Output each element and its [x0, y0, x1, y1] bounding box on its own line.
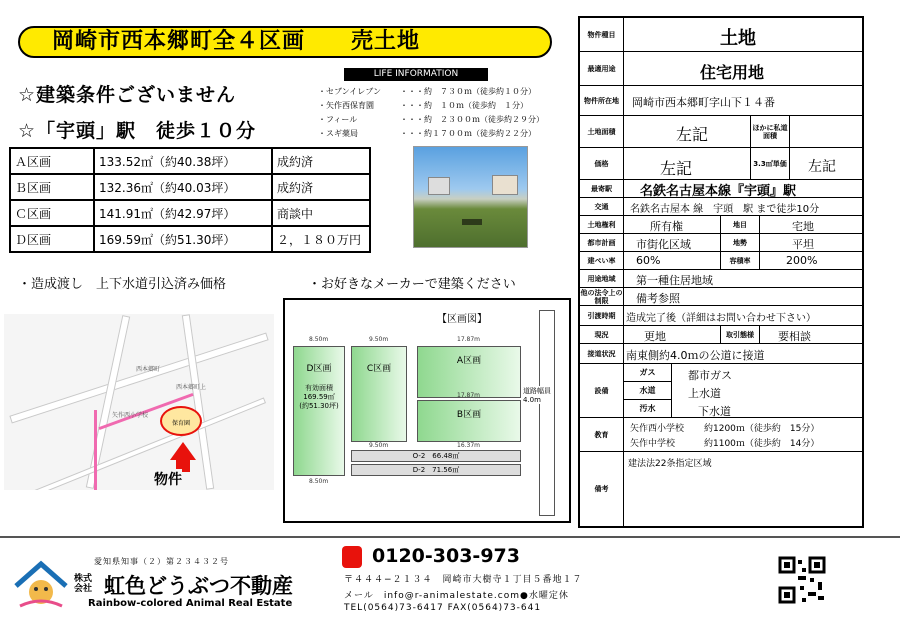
dim-label: 8.50m: [309, 478, 329, 485]
info-row-station: 最寄駅 名鉄名古屋本線『宇頭』駅: [580, 180, 862, 198]
dim-label: 9.50m: [369, 336, 389, 343]
info-row-price: 価格 左記 3.3㎡単価 左記: [580, 148, 862, 180]
lot-d2: D-2 71.56㎡: [351, 464, 521, 476]
lot-b: B区画: [417, 400, 521, 442]
tel-fax: TEL(0564)73-6417 FAX(0564)73-641: [344, 603, 542, 613]
dim-label: 16.37m: [457, 442, 481, 449]
license-number: 愛知県知事（２）第２３４３２号: [94, 557, 229, 566]
info-row-area: 土地面積 左記 ほかに私道面積: [580, 116, 862, 148]
house-logo-icon: [12, 560, 70, 610]
lot-plan: [283, 298, 571, 523]
dim-label: 8.50m: [309, 336, 329, 343]
road-strip: [539, 310, 555, 516]
property-label: 物件: [154, 469, 182, 489]
life-item: ・スギ薬局 ・・・約１７００ｍ（徒歩約２２分）: [318, 129, 536, 138]
info-row-address: 物件所在地 岡崎市西本郷町字山下１４番: [580, 86, 862, 116]
table-row: Ａ区画 133.52㎡（約40.38坪） 成約済: [10, 148, 370, 174]
info-row-city: 都市計画 市街化区域 地勢 平坦: [580, 234, 862, 252]
info-row-type: 物件種目 土地: [580, 18, 862, 52]
dim-label: 17.87m: [457, 336, 481, 343]
road-width-label: 道路幅員 4.0m: [523, 387, 551, 404]
info-row-traffic: 交通 名鉄名古屋本 線 宇頭 駅 まで徒歩10分: [580, 198, 862, 216]
info-row-zone: 用途地域 第一種住居地域: [580, 270, 862, 288]
note-utilities: ・造成渡し 上下水道引込済み価格: [18, 277, 227, 292]
life-info-header: LIFE INFORMATION: [344, 68, 488, 81]
table-row: Ｃ区画 141.91㎡（約42.97坪） 商談中: [10, 200, 370, 226]
phone-icon: [342, 546, 362, 568]
map-school-label: 矢作西小学校: [112, 412, 149, 419]
page-title: 岡崎市西本郷町全４区画 売土地: [18, 26, 552, 58]
lot-d: D区画 有効面積 169.59㎡ (約51.30坪): [293, 346, 345, 476]
life-item: ・矢作西保育園 ・・・約 １０ｍ（徒歩約 １分）: [318, 101, 528, 110]
lot-c: C区画: [351, 346, 407, 442]
address: 〒４４４−２１３４ 岡崎市大樹寺１丁目５番地１７: [344, 575, 583, 585]
info-row-other: 他の法令上の制限 備考参照: [580, 288, 862, 306]
lot-o2: O-2 66.48㎡: [351, 450, 521, 462]
info-row-school: 教育 矢作西小学校 約1200ｍ（徒歩約 15分） 矢作中学校 約1100ｍ（徒歩約 14分）: [580, 418, 862, 452]
property-info-panel: [578, 16, 864, 528]
info-row-ratio: 建ぺい率 60% 容積率 200%: [580, 252, 862, 270]
phone-number[interactable]: 0120-303-973: [372, 545, 520, 567]
info-row-category: 最適用途 住宅用地: [580, 52, 862, 86]
map-road-label: 西本郷町: [136, 366, 161, 373]
table-row: Ｄ区画 169.59㎡（約51.30坪） ２，１８０万円: [10, 226, 370, 252]
dim-label: 17.87m: [457, 392, 481, 399]
company-type: 株式会社: [74, 574, 93, 594]
dim-label: 9.50m: [369, 442, 389, 449]
qr-code-icon[interactable]: [778, 556, 826, 604]
company-name: 虹色どうぶつ不動産: [104, 574, 293, 598]
location-map: [4, 314, 274, 490]
table-row: Ｂ区画 132.36㎡（約40.03坪） 成約済: [10, 174, 370, 200]
info-row-handover: 引渡時期 造成完了後（詳細はお問い合わせ下さい）: [580, 306, 862, 326]
company-name-en: Rainbow-colored Animal Real Estate: [88, 598, 293, 609]
lots-table: [9, 147, 371, 253]
info-row-road: 接道状況 南東側約4.0ｍの公道に接道: [580, 344, 862, 364]
map-west-label: 西本郷町上: [176, 384, 207, 391]
headline-station: ☆「宇頭」駅 徒歩１０分: [18, 120, 257, 142]
site-photo: [413, 146, 528, 248]
info-row-rights: 土地権利 所有権 地目 宅地: [580, 216, 862, 234]
info-row-remarks: 備考 建法法22条指定区域: [580, 452, 862, 526]
info-row-facilities: 設備 ガス 都市ガス 水道 上水道 汚水 下水道: [580, 364, 862, 418]
property-marker: 保育園: [160, 406, 202, 436]
life-item: ・セブンイレブン ・・・約 ７３０ｍ（徒歩約１０分）: [318, 87, 536, 96]
info-row-status: 現況 更地 取引態様 要相談: [580, 326, 862, 344]
mail[interactable]: メール info@r-animalestate.com●水曜定休: [344, 591, 569, 601]
life-item: ・フィール ・・・約 ２３００ｍ（徒歩約２９分）: [318, 115, 544, 124]
plan-title: 【区画図】: [437, 314, 487, 325]
headline-no-build-condition: ☆建築条件ございません: [18, 84, 237, 106]
note-builder: ・お好きなメーカーで建築ください: [308, 277, 516, 292]
lot-a: A区画: [417, 346, 521, 398]
